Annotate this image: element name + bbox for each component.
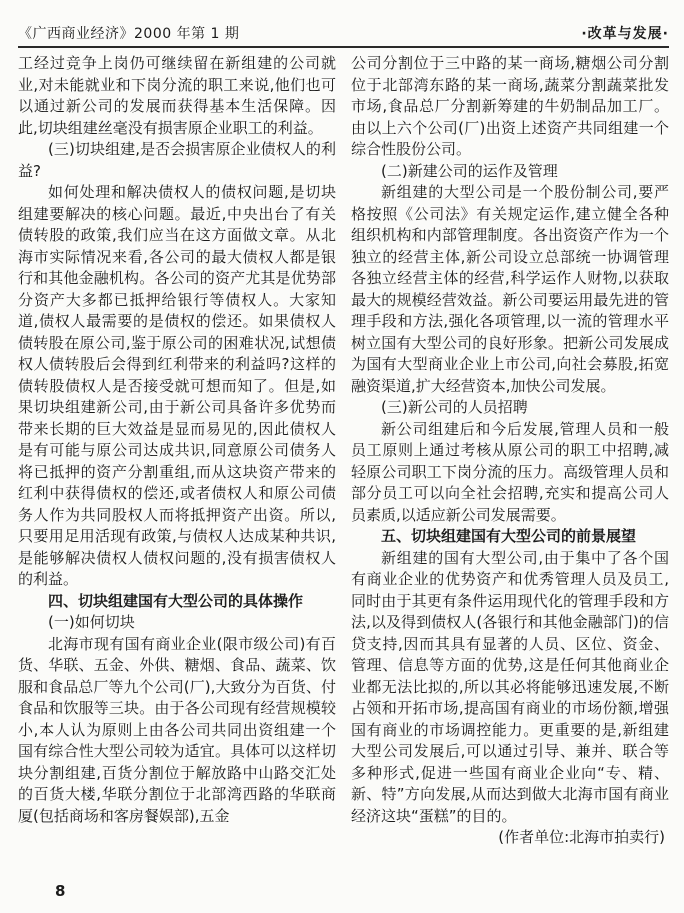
paragraph: 新公司组建后和今后发展,管理人员和一般员工原则上通过考核从原公司的职工中招聘,减轻原公司职工下岗分流的压力。高级管理人员和部分员工可以向全社会招聘,充实和提高公司人员素质,以适应新公司发展需要。 — [351, 419, 669, 524]
section-heading: 四、切块组建国有大型公司的具体操作 — [48, 591, 304, 610]
right-column — [351, 53, 669, 849]
paragraph: 新组建的大型公司是一个股份制公司,要严格按照《公司法》有关规定运作,建立健全各种组织机构和内部管理制度。各出资资产作为一个独立的经营主体,新公司设立总部统一协调管理各独立经营主体的经营,科学运作人财物,以获取最大的规模经营效益。新公司要运用最先进的管理手段和方法,强化各项管理,以一流的管理水平树立国有大型公司的良好形象。把新公司发展成为国有大型商业企业上市公司,向社会募股,拓宽融资渠道,扩大经营资本,加快公司发展。 — [351, 183, 669, 395]
article-body — [18, 53, 669, 849]
sub-heading: (三)切块组建,是否会损害原企业债权人的利益? — [18, 140, 336, 180]
page-header — [18, 26, 669, 42]
page-number: 8 — [55, 882, 66, 900]
paragraph: 北海市现有国有商业企业(限市级公司)有百货、华联、五金、外供、糖烟、食品、蔬菜、饮服和食品总厂等九个公司(厂),大致分为百货、付食品和饮服等三块。由于各公司现有经营规模较小,本人认为原则上由各公司共同出资组建一个国有综合性大型公司较为适宜。具体可以这样切块分割组建,百货分割位于解放路中山路交汇处的百货大楼,华联分割位于北部湾西路的华联商厦(包括商场和客房餐娱部),五金 — [18, 634, 336, 825]
paragraph: 新组建的国有大型公司,由于集中了各个国有商业企业的优势资产和优秀管理人员及员工,同时由于其更有条件运用现代化的管理手段和方法,以及得到债权人(各银行和其他金融部门)的信贷支持,因而其具有显著的人员、区位、资金、管理、信息等方面的优势,这是任何其他商业企业都无法比拟的,所以其必将能够迅速发展,不断占领和开拓市场,提高国有商业的市场份额,增强国有商业的市场调控能力。更重要的是,新组建大型公司发展后,可以通过引导、兼并、联合等多种形式,促进一些国有商业企业向“专、精、新、特”方向发展,从而达到做大北海市国有商业经济这块“蛋糕”的目的。 — [351, 548, 669, 825]
sub-heading: (一)如何切块 — [48, 613, 135, 631]
journal-title: 《广西商业经济》2000 年第 1 期 — [18, 26, 240, 42]
sub-heading: (二)新建公司的运作及管理 — [381, 161, 558, 180]
section-heading: 五、切块组建国有大型公司的前景展望 — [381, 527, 637, 545]
section-label: ·改革与发展· — [581, 26, 669, 42]
sub-heading: (三)新公司的人员招聘 — [381, 398, 528, 416]
paragraph: 工经过竞争上岗仍可继续留在新组建的公司就业,对未能就业和下岗分流的职工来说,他们也可以通过新公司的发展而获得基本生活保障。因此,切块组建丝毫没有损害原企业职工的利益。 — [18, 54, 336, 137]
left-column — [18, 53, 336, 849]
header-rule — [18, 46, 669, 48]
author-affiliation: (作者单位:北海市拍卖行) — [498, 828, 665, 846]
paragraph: 如何处理和解决债权人的债权问题,是切块组建要解决的核心问题。最近,中央出台了有关债转股的政策,我们应当在这方面做文章。从北海市实际情况来看,各公司的最大债权人都是银行和其他金融机构。各公司的资产尤其是优势部分资产大多都已抵押给银行等债权人。大家知道,债权人最需要的是债权的偿还。如果债权人债转股在原公司,鉴于原公司的困难状况,试想债权人债转股后会得到红利带来的利益吗?这样的债转股债权人是否接受就可想而知了。但是,如果切块组建新公司,由于新公司具备许多优势而带来长期的巨大效益是显而易见的,因此债权人是有可能与原公司达成共识,同意原公司债务人将已抵押的资产分割重组,而从这块资产带来的红利中获得债权的偿还,或者债权人和原公司债务人作为共同股权人而将抵押资产出资。所以,只要用足用活现有政策,与债权人达成某种共识,是能够解决债权人债权问题的,没有损害债权人的利益。 — [18, 183, 336, 588]
paragraph: 公司分割位于三中路的某一商场,糖烟公司分割位于北部湾东路的某一商场,蔬菜分割蔬菜批发市场,食品总厂分割新筹建的牛奶制品加工厂。由以上六个公司(厂)出资上述资产共同组建一个综合性股份公司。 — [351, 54, 669, 158]
